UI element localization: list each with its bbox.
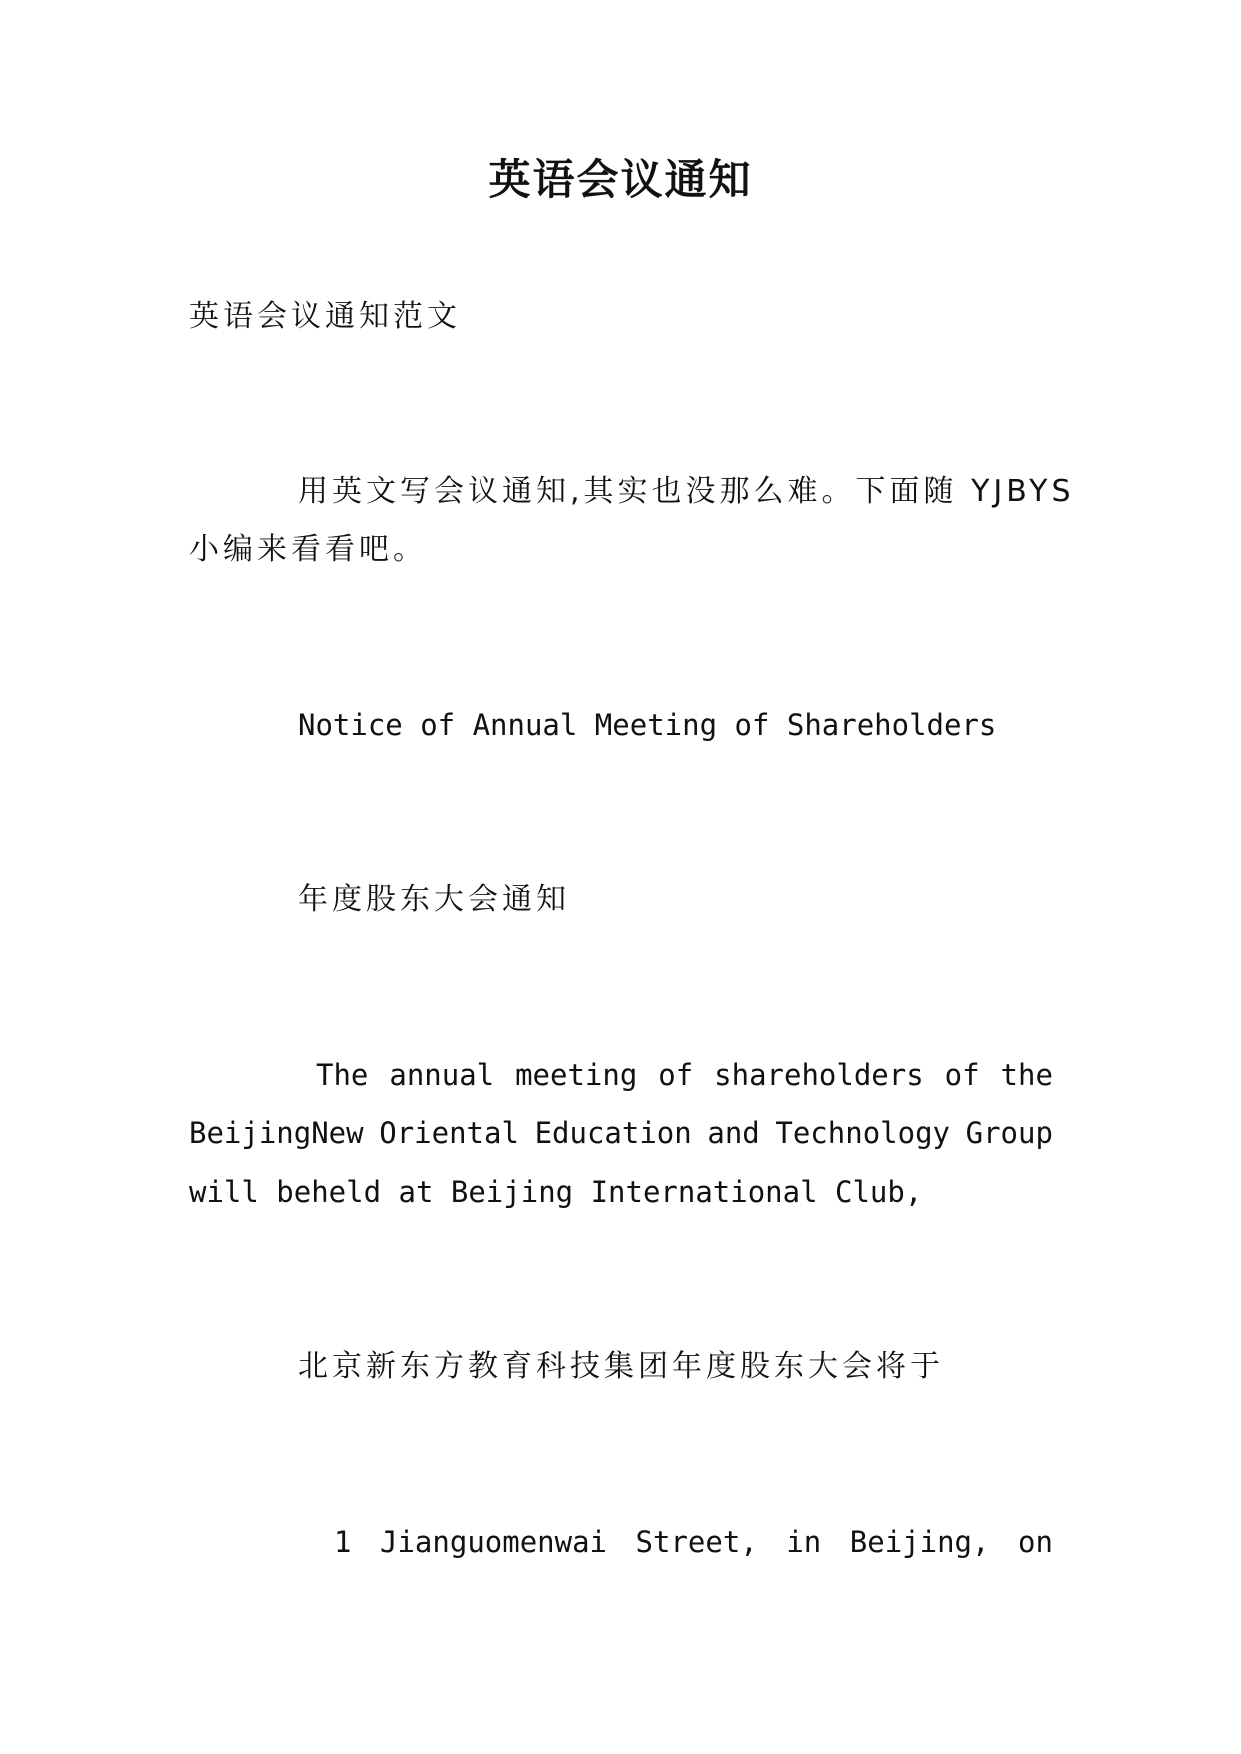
intro-line-1: 用英文写会议通知,其实也没那么难。下面随 YJBYS [298, 474, 1075, 509]
word: annual [389, 1058, 495, 1092]
word: shareholders [714, 1058, 924, 1092]
word: BeijingNew [189, 1116, 364, 1150]
notice-heading-zh: 年度股东大会通知 [298, 882, 570, 917]
paragraph-en-line-3: will beheld at Beijing International Club, [189, 1175, 923, 1209]
notice-heading-en: Notice of Annual Meeting of Shareholders [298, 708, 997, 742]
word: meeting [515, 1058, 638, 1092]
word: Street, [635, 1525, 758, 1559]
word: on [1018, 1525, 1053, 1559]
paragraph-en-line-1 [316, 1055, 1053, 1095]
word: Education [534, 1116, 692, 1150]
word: Oriental [379, 1116, 519, 1150]
address-line [334, 1522, 1053, 1562]
word: Group [965, 1116, 1053, 1150]
paragraph-en-line-2 [189, 1113, 1053, 1153]
paragraph-zh: 北京新东方教育科技集团年度股东大会将于 [298, 1349, 944, 1384]
word: in [786, 1525, 822, 1559]
word: Beijing, [849, 1525, 990, 1559]
word: 1 [334, 1525, 352, 1559]
document-title: 英语会议通知 [488, 155, 753, 204]
word: of [944, 1058, 980, 1092]
word: and [707, 1116, 760, 1150]
word: Technology [775, 1116, 950, 1150]
intro-line-2: 小编来看看吧。 [189, 532, 427, 567]
document-subtitle: 英语会议通知范文 [189, 299, 461, 334]
word: of [658, 1058, 694, 1092]
word: the [1000, 1058, 1053, 1092]
word: Jianguomenwai [380, 1525, 607, 1559]
word: The [316, 1058, 369, 1092]
